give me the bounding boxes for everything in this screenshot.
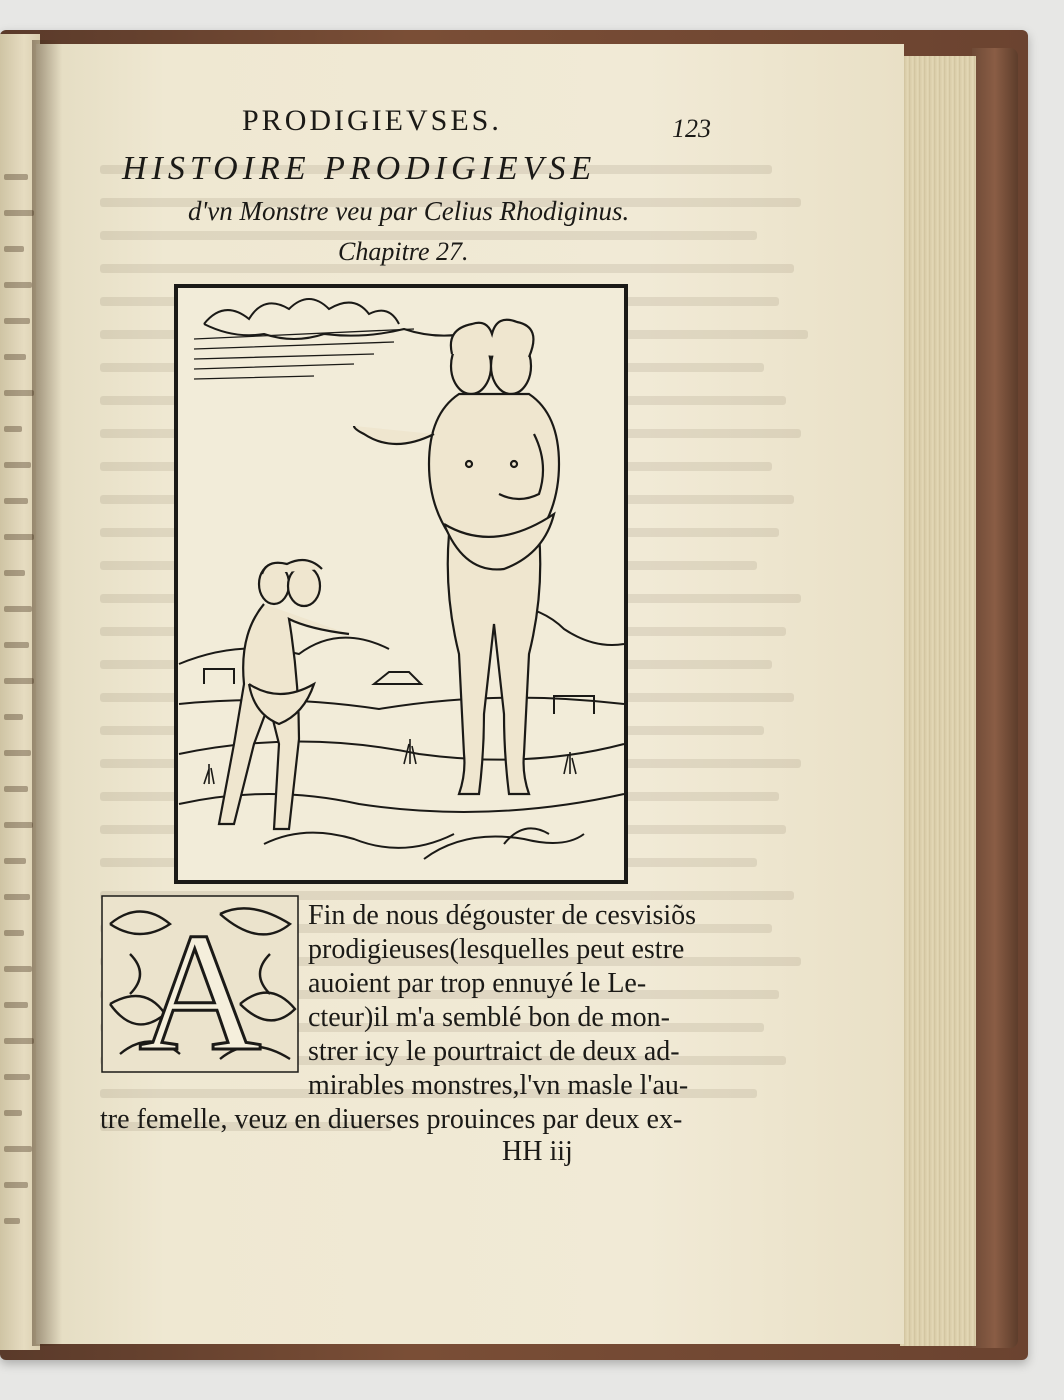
cover-edge — [972, 48, 1018, 1348]
body-line-5: strer icy le pourtraict de deux ad- — [308, 1036, 680, 1067]
page-number: 123 — [672, 114, 711, 143]
initial-letter-glyph: A — [138, 898, 262, 1074]
decorated-initial-letter — [100, 894, 300, 1074]
body-line-1: Fin de nous dégouster de cesvisiõs — [308, 900, 697, 931]
signature-mark: HH iij — [502, 1136, 573, 1167]
woodcut-illustration — [174, 284, 628, 884]
body-line-7: tre femelle, veuz en diuerses prouinces par deux ex- — [100, 1104, 683, 1135]
gutter-shadow — [32, 40, 62, 1346]
chapter-number: Chapitre 27. — [338, 237, 469, 266]
chapter-subtitle: d'vn Monstre veu par Celius Rhodiginus. — [188, 196, 630, 226]
body-line-3: auoient par trop ennuyé le Le- — [308, 968, 647, 999]
body-line-2: prodigieuses(lesquelles peut estre — [308, 934, 685, 965]
body-line-6: mirables monstres,l'vn masle l'au- — [308, 1070, 689, 1101]
running-head: PRODIGIEVSES. — [242, 104, 502, 137]
body-line-4: cteur)il m'a semblé bon de mon- — [308, 1002, 670, 1033]
chapter-title: HISTOIRE PRODIGIEVSE — [122, 150, 597, 187]
woodcut-frame — [176, 286, 626, 882]
page-edges — [900, 56, 976, 1346]
